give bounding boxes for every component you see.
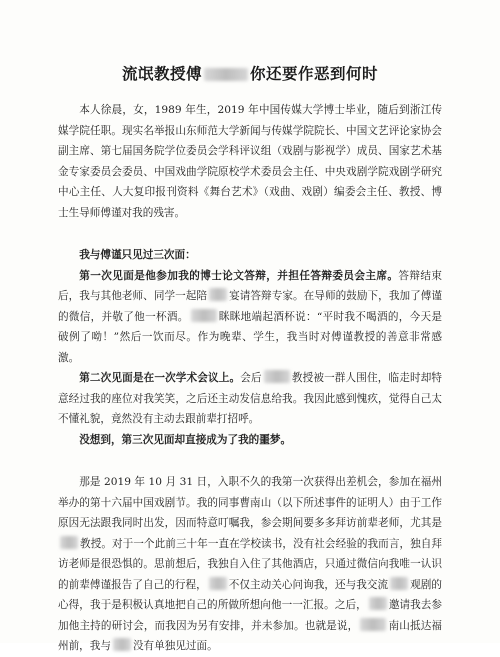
third-meeting-heading: 没想到，第三次见面却直接成为了我的噩梦。: [79, 433, 292, 446]
story-text-7: 没有单独见过面。: [132, 640, 218, 652]
first-meeting-text-2: 宴请答辩专家。在导师的鼓励下，我加了傅谨的微信，并敬了他一杯酒。: [58, 290, 443, 323]
second-meeting-paragraph: [58, 368, 442, 430]
first-meeting-paragraph: [58, 266, 442, 369]
story-text-5: 邀请我去参加他主持的研讨会，而我因为另有安排，并未参加。也就是说，: [58, 599, 443, 632]
redaction-blur: [191, 309, 217, 322]
redaction-blur: [204, 68, 248, 81]
story-text-3: 不仅主动关心问询我，还与我交流: [228, 578, 389, 591]
redaction-blur: [360, 618, 386, 631]
story-text-2: 教授。对于一个此前三十年一直在学校读书，没有社会经验的我而言，独自拜访老师是很恐惧的。思前想后，我独自入住了其他酒店，只通过微信向我唯一认识的前辈傅谨报告了自己的行程，: [58, 537, 442, 591]
redaction-blur: [390, 577, 408, 590]
redaction-blur: [209, 577, 227, 590]
story-text-4: 观剧的心得，我于是积极认真地把自己的所做所想向他一一汇报。之后，: [58, 578, 443, 611]
second-meeting-heading: 第二次见面是在一次学术会议上。: [79, 372, 241, 384]
redaction-blur: [60, 536, 78, 549]
title-part-1: 流氓教授傅: [121, 64, 202, 83]
first-meeting-text-3: 眯眯地端起酒杯说：“平时我不喝酒的，今天是破例了呦！”然后一饮而尽。作为晚辈、学生，我当时对傅谨教授的善意非常感激。: [58, 310, 442, 364]
story-paragraph: [58, 472, 442, 657]
redaction-blur: [264, 370, 290, 383]
heading-three-meetings: 我与傅谨只见过三次面：: [79, 249, 196, 261]
second-meeting-text-2: 教授被一群人围住，临走时却特意经过我的座位对我笑笑，之后还主动发信息给我。我因此感到愧疚，觉得自己太不懂礼貌，竟然没有主动去跟前辈打招呼。: [58, 372, 443, 425]
second-meeting-text-1: 会后: [240, 372, 262, 384]
first-meeting-text-1: 答辩结束后，我与其他老师、同学一起陪: [58, 269, 443, 302]
story-text-1: 那是 2019 年 10 月 31 日，入职不久的我第一次获得出差机会，参加在福州举办的第十六届中国戏剧节。我的同事曹南山（以下所述事件的证明人）由于工作原因无法跟我同时出发，因而特意叮嘱我，参会期间要多多拜访前辈老师，尤其是: [58, 476, 442, 529]
intro-paragraph: 本人徐晨，女，1989 年生，2019 年中国传媒大学博士毕业，随后到浙江传媒学院任职。现实名举报山东师范大学新闻与传媒学院院长、中国文艺评论家协会副主席、第七届国务院学位委员会学科评议组（戏剧与影视学）成员、国家艺术基金专家委员会委员、中国戏曲学院原校学术委员会主任、中央戏剧学院戏剧学研究中心主任、人大复印报刊资料《舞台艺术》（戏曲、戏剧）编委会主任、教授、博士生导师傅谨对我的残害。: [58, 104, 442, 219]
redaction-blur: [369, 597, 387, 610]
first-meeting-heading: 第一次见面是他参加我的博士论文答辩，并担任答辩委员会主席。: [79, 269, 399, 282]
redaction-blur: [209, 288, 227, 301]
story-text-6: 南山抵达福州前，我与: [58, 619, 443, 652]
title-part-2: 你还要作恶到何时: [250, 64, 379, 83]
redaction-blur: [113, 638, 131, 651]
document-title: [58, 62, 442, 84]
